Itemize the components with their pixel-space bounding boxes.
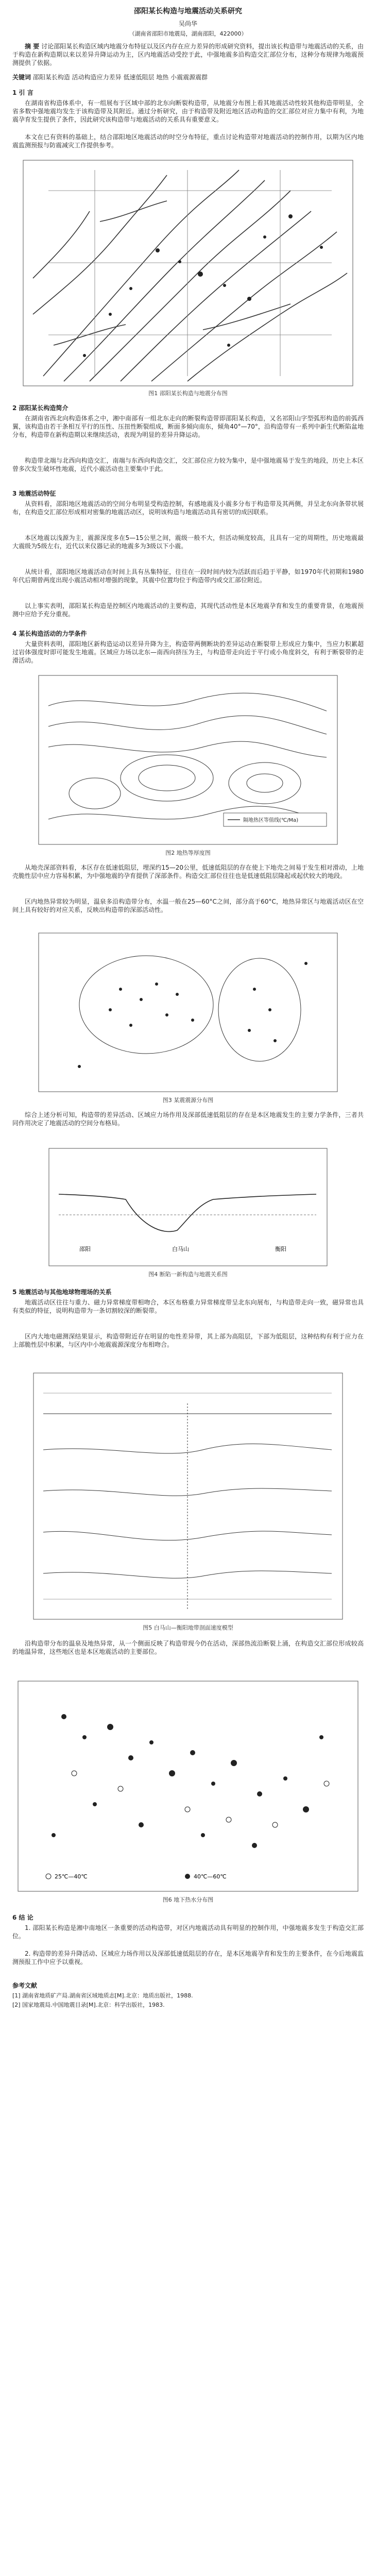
abstract-text: 讨论邵阳某长构造区域内地震分布特征以及区内存在应力差异的形成研究资料，提出该长构造带与地震活动的关系，由于构造在新构造期以来以差异升降运动为主，区内地震活动受控于此，中强地震多沿构造交汇部位分布，这种分布规律为地震预测提供了依据。: [12, 43, 364, 66]
section-heading: 3 地震活动特征: [12, 490, 56, 497]
figure-1-fault-map: [23, 160, 353, 386]
abstract-label: 摘 要: [25, 43, 40, 50]
author: 吴尚华: [178, 20, 197, 27]
figure-6-caption: 图6 地下热水分布图: [162, 1896, 214, 1903]
paragraph: 从地壳深部资料看，本区存在低速低阻层，埋深约15—20公里，低速低阻层的存在使上下地壳之间易于发生相对滑动，上地壳脆性层中应力容易积累，为中强地震的孕育提供了深部条件。构造交汇部位往往也是低速低阻层隆起或起伏较大的地段。: [12, 864, 364, 879]
figure-1-caption: 图1 邵阳某长构造与地震分布图: [148, 390, 228, 397]
paragraph: 2. 构造带的差异升降活动、区域应力场作用以及深部低速低阻层的存在，是本区地震孕育和发生的主要条件，在今后地震监测预报工作中应予以重视。: [12, 1950, 364, 1965]
figure-5-caption: 图5 白马山—衡阳地带剖面速度模型: [143, 1624, 233, 1631]
section-heading: 1 引 言: [12, 89, 33, 96]
paragraph: 沿构造带分布的温泉及地热异常，从一个侧面反映了构造带现今仍在活动，深部热流沿断裂上涌，在构造交汇部位形成较高的地温异常，这些地区也是本区地震活动的主要部位。: [12, 1640, 364, 1655]
figure-4-profile: [48, 1148, 328, 1266]
paragraph: 1. 邵阳某长构造是湘中南地区一条重要的活动构造带，对区内地震活动具有明显的控制作用，中强地震多发生于构造交汇部位。: [12, 1924, 364, 1940]
section-heading: 5 地震活动与其他地球物理场的关系: [12, 1289, 112, 1296]
figure-4-label-hengyang: 衡阳: [275, 1246, 286, 1252]
keywords-label: 关键词: [12, 74, 31, 81]
paragraph: 在湖南省构造体系中，有一组展布于区域中部的北东向断裂构造带，从地震分布图上看其地震活动性较其他构造带明显，全省多数中强地震均发生于该构造带及其附近。通过分析研究，由于构造带及附近地区活动构造的交汇部位对应力集中有利，为地震孕育发生提供了条件，因此研究该构造带与地震活动的关系具有重要意义。: [12, 99, 364, 123]
figure-5-velocity-model: [33, 1372, 343, 1620]
figure-2-legend: 隔地热区等值线(℃/Ma): [243, 818, 299, 823]
figure-2-caption: 图2 地热等厚度图: [165, 850, 211, 856]
paragraph: 在湖南省西北向构造体系之中，湘中南部有一组北东走向的断裂构造带即邵阳某长构造，又名祁阳山字型弧形构造的前弧西翼，该构造由若干条相互平行的压性、压扭性断裂组成，断面多倾向南东，倾角40°—70°，沿构造带有一系列中新生代断陷盆地分布，构造带在新构造期以来继续活动，表现为明显的差异升降运动。: [12, 415, 364, 438]
figure-2-contour-map: [38, 675, 338, 845]
figure-4-caption: 图4 断陷一新构造与地震关系图: [148, 1271, 228, 1278]
paragraph: 大量资料表明，邵阳地区新构造运动以差异升降为主，构造带两侧断块的差异运动在断裂带上形成应力集中，当应力积累超过岩体强度时即可能发生地震。区域应力场以北东—南西向挤压为主，与构造带走向近于平行或小角度斜交，有利于断裂带的走滑活动。: [12, 640, 364, 664]
figure-3-epicenter-map: [38, 933, 338, 1092]
figure-6-hot-water-map: [18, 1681, 358, 1892]
paragraph: 构造带北端与北西向构造交汇，南端与东西向构造交汇，交汇部位应力较为集中，是中强地震易于发生的地段，历史上本区曾多次发生破坏性地震，近代小震活动也主要集中于此。: [12, 457, 364, 472]
paper-title: 邵阳某长构造与地震活动关系研究: [134, 7, 242, 15]
paragraph: 本区地震以浅源为主，震源深度多在5—15公里之间，震级一般不大，但活动频度较高，且具有一定的周期性，历史地震最大震级为5级左右，近代以来仪器记录的地震多为3级以下小震。: [12, 534, 364, 550]
paragraph: 以上事实表明，邵阳某长构造是控制区内地震活动的主要构造，其现代活动性是本区地震孕育和发生的重要背景，在地震预测中应给予充分重视。: [12, 602, 364, 618]
section-heading: 2 邵阳某长构造简介: [12, 404, 69, 412]
figure-6-legend-b: 40℃—60℃: [194, 1873, 227, 1880]
figure-6-legend-a: 25℃—40℃: [55, 1873, 88, 1880]
paragraph: 区内大地电磁测深结果显示，构造带附近存在明显的电性差异带，其上部为高阻层，下部为低阻层，这种结构有利于应力在上部脆性层中积累，与区内中小地震震源深度分布相吻合。: [12, 1333, 364, 1348]
paragraph: 从资料看，邵阳地区地震活动的空间分布明显受构造控制，有感地震及小震多分布于构造带及其两侧，并呈北东向条带状展布，在构造交汇部位形成相对密集的地震活动区，说明该构造与地震活动具有密切的成因联系。: [12, 500, 364, 516]
section-heading: 4 某长构造活动的力学条件: [12, 630, 87, 637]
reference-item: [1] 湖南省地质矿产局.湖南省区域地质志[M].北京：地质出版社，1988.: [12, 1992, 193, 1999]
paragraph: 从统计看，邵阳地区地震活动在时间上具有丛集特征，往往在一段时间内较为活跃而后趋于平静，如1970年代初期和1980年代后期曾两度出现小震活动相对增强的现象，其震中位置均位于构造带内或交汇部位附近。: [12, 568, 364, 584]
reference-item: [2] 国家地震局.中国地震目录[M].北京：科学出版社，1983.: [12, 2002, 165, 2008]
figure-4-label-baimashan: 白马山: [172, 1246, 189, 1252]
figure-4-label-shaoyang: 邵阳: [79, 1246, 91, 1252]
section-heading: 6 结 论: [12, 1914, 33, 1921]
affiliation: （湖南省邵阳市地震局，湖南邵阳，422000）: [129, 30, 247, 37]
abstract: [12, 42, 364, 67]
paragraph: 本文在已有资料的基础上，结合邵阳地区地震活动的时空分布特征，重点讨论构造带对地震活动的控制作用，以期为区内地震监测预报与防震减灾工作提供参考。: [12, 133, 364, 149]
keywords: [12, 73, 364, 81]
keywords-text: 邵阳某长构造 活动构造应力差异 低速低阻层 地热 小震震源震群: [32, 74, 208, 81]
paragraph: 地震活动区往往与重力、磁力异常梯度带相吻合，本区布格重力异常梯度带呈北东向展布，与构造带走向一致，磁异常也具有类似的特征，说明构造带为一条切割较深的断裂带。: [12, 1299, 364, 1314]
paragraph: 综合上述分析可知，构造带的差异活动、区域应力场作用及深部低速低阻层的存在是本区地震发生的主要力学条件，三者共同作用决定了地震活动的空间分布格局。: [12, 1111, 364, 1127]
figure-3-caption: 图3 某震震源分布图: [162, 1097, 214, 1104]
references-heading: 参考文献: [12, 1982, 38, 1989]
paragraph: 区内地热异常较为明显，温泉多沿构造带分布，水温一般在25—60°C之间，部分高于60°C，地热异常区与地震活动区在空间上具有较好的对应关系，反映出构造带的深部活动性。: [12, 898, 364, 913]
